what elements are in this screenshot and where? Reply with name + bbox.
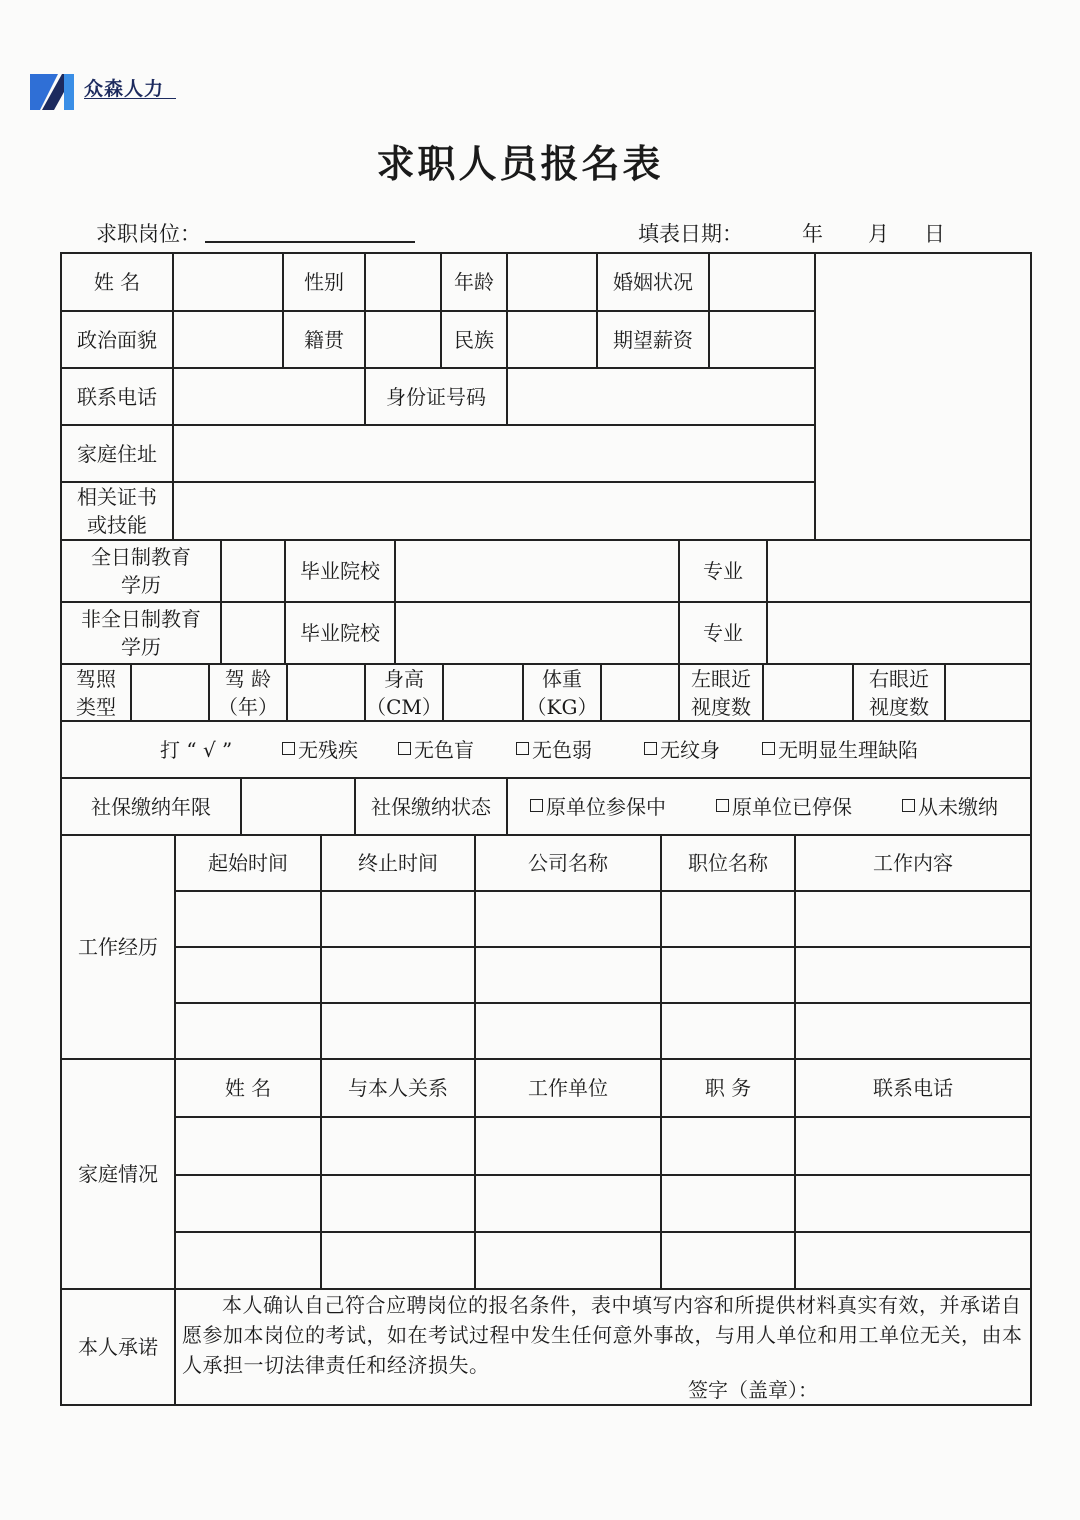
date-year: 年 — [802, 222, 823, 246]
phone-field[interactable] — [172, 367, 364, 424]
logo-underline — [84, 98, 176, 103]
table-cell[interactable] — [660, 890, 794, 946]
checkbox-icon[interactable] — [902, 799, 915, 812]
parttime-major-label: 专业 — [678, 601, 766, 663]
height-field[interactable] — [442, 663, 522, 720]
certificates-field[interactable] — [172, 481, 814, 539]
ethnic-field[interactable] — [506, 310, 596, 367]
pledge-text: 本人确认自己符合应聘岗位的报名条件，表中填写内容和所提供材料真实有效，并承诺自愿参加本岗位的考试，如在考试过程中发生任何意外事故，与用人单位和用工单位无关，由本人承担一切法律责任和经济损失。 — [182, 1293, 1023, 1377]
pledge-label: 本人承诺 — [60, 1288, 174, 1406]
table-cell[interactable] — [320, 1002, 474, 1058]
table-cell[interactable] — [474, 1174, 660, 1231]
right-eye-field[interactable] — [944, 663, 1032, 720]
table-cell[interactable] — [320, 1116, 474, 1174]
left-eye-label: 左眼近 视度数 — [678, 663, 762, 720]
checkbox-icon[interactable] — [716, 799, 729, 812]
table-cell[interactable] — [794, 890, 1032, 946]
native-field[interactable] — [364, 310, 440, 367]
signature-label: 签字（盖章）： — [688, 1378, 818, 1402]
table-cell[interactable] — [174, 890, 320, 946]
marital-label: 婚姻状况 — [596, 252, 708, 310]
address-field[interactable] — [172, 424, 814, 481]
parttime-edu-field[interactable] — [220, 601, 284, 663]
family-label: 家庭情况 — [60, 1058, 174, 1288]
phone-label: 联系电话 — [60, 367, 172, 424]
gender-label: 性别 — [282, 252, 364, 310]
table-cell[interactable] — [794, 1174, 1032, 1231]
gender-field[interactable] — [364, 252, 440, 310]
table-cell[interactable] — [794, 1002, 1032, 1058]
checkbox-icon[interactable] — [398, 742, 411, 755]
company-logo — [28, 70, 178, 114]
native-label: 籍贯 — [282, 310, 364, 367]
fulltime-edu-label: 全日制教育 学历 — [60, 539, 220, 601]
salary-label: 期望薪资 — [596, 310, 708, 367]
table-cell[interactable] — [174, 1116, 320, 1174]
position-field[interactable] — [205, 241, 415, 243]
age-label: 年龄 — [440, 252, 506, 310]
parttime-edu-label: 非全日制教育 学历 — [60, 601, 220, 663]
weight-field[interactable] — [600, 663, 678, 720]
table-cell[interactable] — [474, 1116, 660, 1174]
table-cell[interactable] — [474, 946, 660, 1002]
social-option-stopped[interactable]: 原单位已停保 — [716, 791, 852, 820]
table-cell[interactable] — [660, 1231, 794, 1288]
work-col-position: 职位名称 — [660, 834, 794, 890]
right-eye-label: 右眼近 视度数 — [852, 663, 944, 720]
fulltime-school-label: 毕业院校 — [284, 539, 394, 601]
page-title: 求职人员报名表 — [376, 141, 664, 186]
work-col-start: 起始时间 — [174, 834, 320, 890]
fulltime-major-field[interactable] — [766, 539, 1032, 601]
parttime-school-field[interactable] — [394, 601, 678, 663]
id-number-label: 身份证号码 — [364, 367, 506, 424]
table-cell[interactable] — [474, 1231, 660, 1288]
table-cell[interactable] — [660, 1174, 794, 1231]
address-label: 家庭住址 — [60, 424, 172, 481]
table-cell[interactable] — [660, 1116, 794, 1174]
certificates-label: 相关证书 或技能 — [60, 481, 172, 539]
parttime-school-label: 毕业院校 — [284, 601, 394, 663]
table-cell[interactable] — [794, 1116, 1032, 1174]
date-month: 月 — [868, 222, 889, 246]
date-label: 填表日期： — [638, 222, 743, 246]
name-field[interactable] — [172, 252, 282, 310]
table-cell[interactable] — [174, 1174, 320, 1231]
driving-years-label: 驾 龄 （年） — [208, 663, 286, 720]
position-label: 求职岗位： — [96, 222, 201, 246]
table-cell[interactable] — [660, 1002, 794, 1058]
id-number-field[interactable] — [506, 367, 814, 424]
fulltime-school-field[interactable] — [394, 539, 678, 601]
table-cell[interactable] — [320, 890, 474, 946]
family-col-name: 姓 名 — [174, 1058, 320, 1116]
check-no-color-blind[interactable]: 无色盲 — [398, 734, 474, 763]
logo-text: 众森人力 — [84, 78, 165, 100]
work-history-label: 工作经历 — [60, 834, 174, 1058]
social-years-field[interactable] — [240, 777, 354, 834]
table-cell[interactable] — [474, 890, 660, 946]
checkbox-icon[interactable] — [516, 742, 529, 755]
social-option-active[interactable]: 原单位参保中 — [530, 791, 666, 820]
family-col-employer: 工作单位 — [474, 1058, 660, 1116]
age-field[interactable] — [506, 252, 596, 310]
table-cell[interactable] — [794, 946, 1032, 1002]
check-no-tattoo[interactable]: 无纹身 — [644, 734, 720, 763]
social-years-label: 社保缴纳年限 — [60, 777, 240, 834]
checkbox-icon[interactable] — [762, 742, 775, 755]
social-option-never[interactable]: 从未缴纳 — [902, 791, 998, 820]
parttime-major-field[interactable] — [766, 601, 1032, 663]
fulltime-major-label: 专业 — [678, 539, 766, 601]
license-type-field[interactable] — [130, 663, 208, 720]
table-cell[interactable] — [474, 1002, 660, 1058]
table-cell[interactable] — [174, 1002, 320, 1058]
check-no-defect[interactable]: 无明显生理缺陷 — [762, 734, 918, 763]
driving-years-field[interactable] — [286, 663, 364, 720]
family-col-phone: 联系电话 — [794, 1058, 1032, 1116]
work-col-content: 工作内容 — [794, 834, 1032, 890]
logo-mark-icon — [28, 70, 78, 114]
height-label: 身高 （CM） — [364, 663, 442, 720]
table-cell[interactable] — [320, 946, 474, 1002]
salary-field[interactable] — [708, 310, 814, 367]
photo-box[interactable] — [814, 252, 1032, 539]
table-cell[interactable] — [660, 946, 794, 1002]
family-col-relation: 与本人关系 — [320, 1058, 474, 1116]
political-field[interactable] — [172, 310, 282, 367]
ethnic-label: 民族 — [440, 310, 506, 367]
fulltime-edu-field[interactable] — [220, 539, 284, 601]
weight-label: 体重 （KG） — [522, 663, 600, 720]
work-col-company: 公司名称 — [474, 834, 660, 890]
marital-field[interactable] — [708, 252, 814, 310]
check-no-disability[interactable]: 无残疾 — [282, 734, 358, 763]
table-cell[interactable] — [174, 946, 320, 1002]
checkbox-icon[interactable] — [282, 742, 295, 755]
social-status-label: 社保缴纳状态 — [354, 777, 506, 834]
table-cell[interactable] — [794, 1231, 1032, 1288]
family-col-title: 职 务 — [660, 1058, 794, 1116]
political-label: 政治面貌 — [60, 310, 172, 367]
health-check-hint: 打 “ √ ” — [160, 738, 233, 762]
date-day: 日 — [924, 222, 945, 246]
name-label: 姓 名 — [60, 252, 172, 310]
table-cell[interactable] — [320, 1231, 474, 1288]
checkbox-icon[interactable] — [644, 742, 657, 755]
left-eye-field[interactable] — [762, 663, 852, 720]
table-cell[interactable] — [174, 1231, 320, 1288]
license-type-label: 驾照 类型 — [60, 663, 130, 720]
table-cell[interactable] — [320, 1174, 474, 1231]
checkbox-icon[interactable] — [530, 799, 543, 812]
work-col-end: 终止时间 — [320, 834, 474, 890]
check-no-color-weak[interactable]: 无色弱 — [516, 734, 592, 763]
